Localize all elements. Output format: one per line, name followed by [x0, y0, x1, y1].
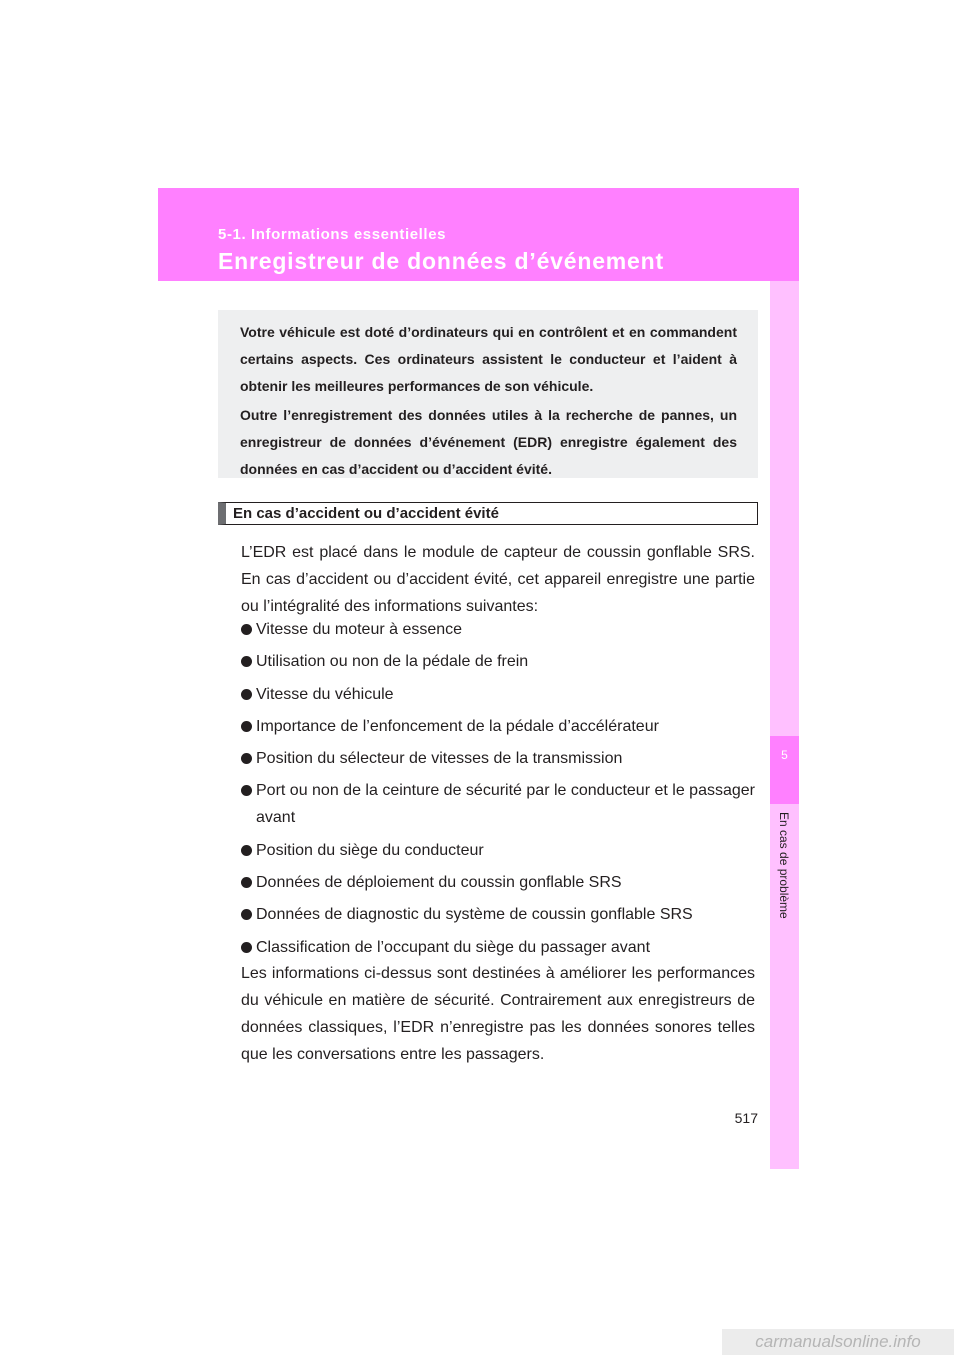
list-item-text: Classification de l’occupant du siège du passager avant [256, 938, 651, 956]
intro-paragraph: Outre l’enregistrement des données utiles à la recherche de pannes, un enregistreur de données d’événement (EDR) enregistre également des données en cas d’accident ou d’accident évité. [240, 407, 737, 477]
list-item-text: Port ou non de la ceinture de sécurité par le conducteur et le passager avant [256, 782, 755, 827]
list-item [241, 901, 755, 928]
bullet-icon [241, 909, 252, 920]
list-item [241, 616, 755, 643]
recorded-data-list [241, 616, 755, 966]
list-item [241, 681, 755, 708]
chapter-name: En cas de problème [777, 812, 791, 919]
intro-paragraph: Votre véhicule est doté d’ordinateurs qui en contrôlent et en commandent certains aspects. Ces ordinateurs assistent le conducteur et l’aident à obtenir les meilleures performances de son véhicule. [240, 324, 737, 394]
page-title: Enregistreur de données d’événement [218, 248, 664, 274]
bullet-icon [241, 721, 252, 732]
list-item-text: Position du sélecteur de vitesses de la transmission [256, 750, 623, 768]
list-item [241, 837, 755, 864]
bullet-icon [241, 656, 252, 667]
list-item-text: Données de déploiement du coussin gonflable SRS [256, 874, 622, 892]
bullet-icon [241, 624, 252, 635]
section-intro-text: L’EDR est placé dans le module de capteur de coussin gonflable SRS. En cas d’accident ou d’accident évité, cet appareil enregistre une partie ou l’intégralité des informations suivantes: [241, 544, 755, 615]
list-item [241, 745, 755, 772]
list-item-text: Position du siège du conducteur [256, 841, 484, 859]
watermark: carmanualsonline.info [722, 1329, 954, 1355]
bullet-icon [241, 753, 252, 764]
chapter-number-tab [770, 736, 799, 804]
list-item [241, 648, 755, 675]
list-item-text: Données de diagnostic du système de coussin gonflable SRS [256, 906, 693, 924]
list-item [241, 713, 755, 740]
intro-box [218, 310, 758, 478]
section-label: 5-1. Informations essentielles [218, 226, 447, 243]
list-item [241, 869, 755, 896]
list-item-text: Importance de l’enfoncement de la pédale d’accélérateur [256, 717, 659, 735]
chapter-side-tab [770, 281, 799, 1169]
bullet-icon [241, 845, 252, 856]
bullet-icon [241, 942, 252, 953]
list-item-text: Vitesse du véhicule [256, 685, 394, 703]
list-item [241, 934, 755, 961]
list-item [241, 777, 755, 831]
section-heading: En cas d’accident ou d’accident évité [218, 502, 758, 525]
bullet-icon [241, 877, 252, 888]
bullet-icon [241, 785, 252, 796]
page-number: 517 [734, 1110, 758, 1126]
list-item-text: Vitesse du moteur à essence [256, 621, 463, 638]
bullet-icon [241, 689, 252, 700]
section-closing-text: Les informations ci-dessus sont destinées à améliorer les performances du véhicule en matière de sécurité. Contrairement aux enregistreurs de données classiques, l’EDR n’enregistre pas les données sonores telles que les conversations entre les passagers. [241, 965, 755, 1063]
list-item-text: Utilisation ou non de la pédale de frein [256, 653, 529, 671]
chapter-number: 5 [781, 748, 788, 762]
